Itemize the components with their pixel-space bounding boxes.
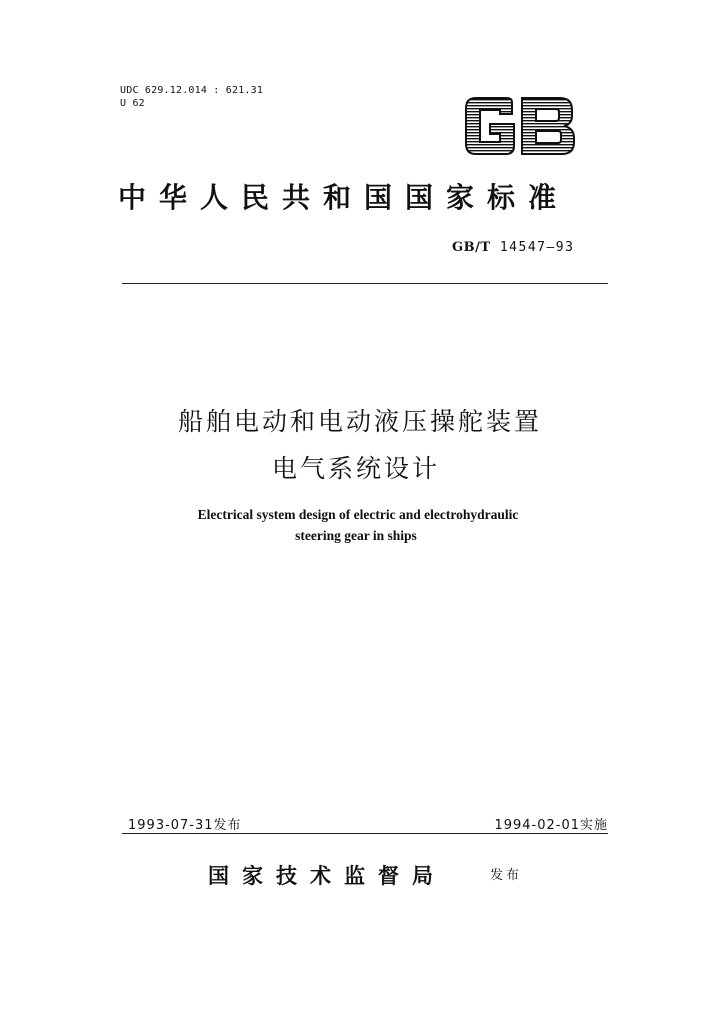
header-divider [122,283,608,284]
issuing-authority: 国家技术监督局 [208,863,446,888]
english-title-line-2: steering gear in ships [295,528,417,543]
english-title-line-1: Electrical system design of electric and electrohydraulic [197,507,519,522]
standard-number [452,240,574,255]
national-standard-title: 中华人民共和国国家标准 [118,181,570,214]
standard-code: 14547—93 [490,240,575,255]
issue-date: 1993-07-31发布 [128,818,242,833]
gb-logo-icon [462,96,576,156]
udc-code: UDC 629.12.014 : 621.31 [120,85,264,96]
issuing-label: 发布 [490,868,523,883]
classification-codes [120,84,263,110]
chinese-title-line-1: 船舶电动和电动液压操舵装置 [177,407,542,436]
standard-prefix: GB/T [452,240,491,255]
chinese-classification-code: U 62 [120,98,145,109]
effective-date: 1994-02-01实施 [494,818,608,833]
chinese-title-line-2: 电气系统设计 [271,454,440,483]
footer-divider [122,833,608,834]
